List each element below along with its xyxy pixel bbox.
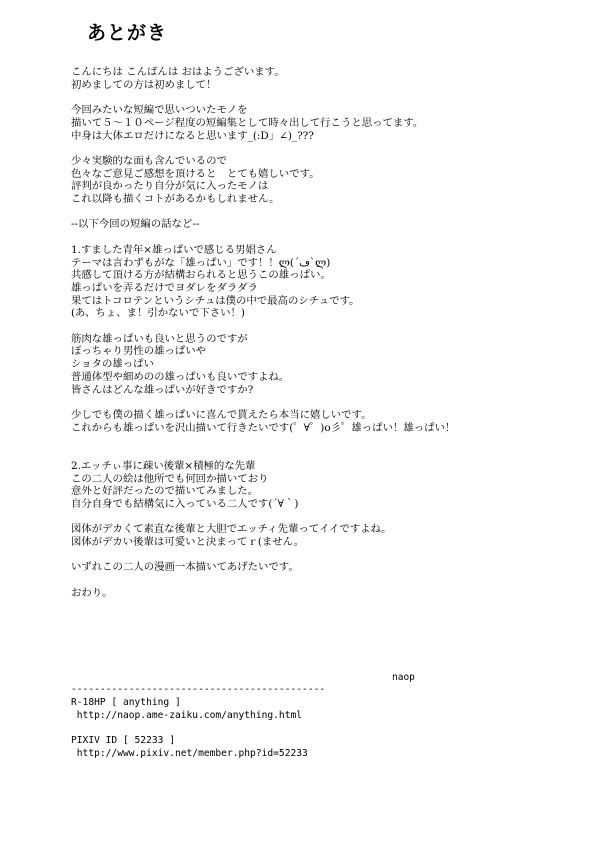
body-line [71, 447, 591, 460]
body-line [71, 396, 591, 409]
divider-line: -------------------------------------------- [71, 684, 326, 695]
body-line: 普通体型や細めのの雄っぱいも良いですよね。 [71, 370, 290, 383]
body-line [71, 231, 591, 244]
footer-links [71, 684, 591, 761]
body-line [71, 142, 591, 155]
body-line: 雄っぱいを弄るだけでヨダレをダラダラ [71, 281, 258, 294]
body-line [71, 206, 591, 219]
body-line: 少しでも僕の描く雄っぱいに喜んで貰えたら本当に嬉しいです。 [71, 408, 372, 421]
body-line: 果てはトコロテンというシチュは僕の中で最高のシチュです。 [71, 294, 360, 307]
afterword-body [71, 66, 591, 600]
body-line: 図体がデカい後輩は可愛いと決まってｒ(ません。 [71, 536, 305, 549]
body-line: 2.エッチぃ事に疎い後輩×積極的な先輩 [71, 459, 256, 472]
body-line: 自分自身でも結構気に入っている二人です(´∀｀) [71, 497, 299, 510]
body-line: ぽっちゃり男性の雄っぱいや [71, 345, 207, 358]
body-line: 描いて５～１０ページ程度の短編集として時々出して行こうと思ってます。 [71, 116, 424, 129]
body-line: 1.すました青年×雄っぱいで感じる男娼さん [71, 243, 277, 256]
page-title: あとがき [87, 22, 168, 44]
body-line: テーマは言わずもがな「雄っぱい」です！！ლ(´ڡ`ლ) [71, 256, 331, 269]
body-line: 共感して頂ける方が結構おられると思うこの雄っぱい。 [71, 269, 331, 282]
author-signature: naop [392, 672, 415, 683]
body-line: 意外と好評だったので描いてみました。 [71, 485, 259, 498]
body-line: おわり。 [71, 586, 113, 599]
body-line: 今回みたいな短編で思いついたモノを [71, 104, 248, 117]
body-line: 中身は大体エロだけになると思います_(:D」∠)_??? [71, 129, 314, 142]
body-line: こんにちは こんばんは おはようございます。 [71, 66, 285, 78]
body-line [71, 434, 591, 447]
body-line: 色々なご意見ご感想を頂けると とても嬉しいです。 [71, 167, 320, 180]
body-line [71, 574, 591, 587]
body-line: いずれこの二人の漫画一本描いてあげたいです。 [71, 561, 299, 574]
body-line [71, 511, 591, 524]
pixiv-label: PIXIV ID [ 52233 ] [71, 735, 175, 747]
body-line: (あ、ちょ、ま！引かないで下さい！) [71, 307, 245, 320]
body-line: 評判が良かったり自分が気に入ったモノは [71, 180, 269, 193]
body-line: これからも雄っぱいを沢山描いて行きたいです(゜∀゜)o彡゜雄っぱい！雄っぱい！ [71, 421, 456, 434]
body-line: 筋肉な雄っぱいも良いと思うのですが [71, 332, 248, 345]
body-line: この二人の絵は他所でも何回か描いており [71, 472, 269, 485]
body-line: --以下今回の短編の話など-- [71, 218, 200, 231]
body-line [71, 320, 591, 333]
pixiv-url: http://www.pixiv.net/member.php?id=52233 [71, 747, 308, 759]
body-line: 図体がデカくて素直な後輩と大胆でエッチィ先輩ってイイですよね。 [71, 523, 392, 536]
site-label: R-18HP [ anything ] [71, 696, 181, 708]
body-line: これ以降も描くコトがあるかもしれません。 [71, 193, 280, 206]
body-line: 少々実験的な面も含んでいるので [71, 154, 227, 167]
body-line: ショタの雄っぱい [71, 358, 154, 371]
body-line [71, 549, 591, 562]
body-line: 初めましての方は初めまして！ [71, 78, 217, 91]
site-url: http://naop.ame-zaiku.com/anything.html [71, 709, 303, 721]
body-line [71, 91, 591, 104]
body-line: 皆さんはどんな雄っぱいが好きですか? [71, 383, 254, 396]
